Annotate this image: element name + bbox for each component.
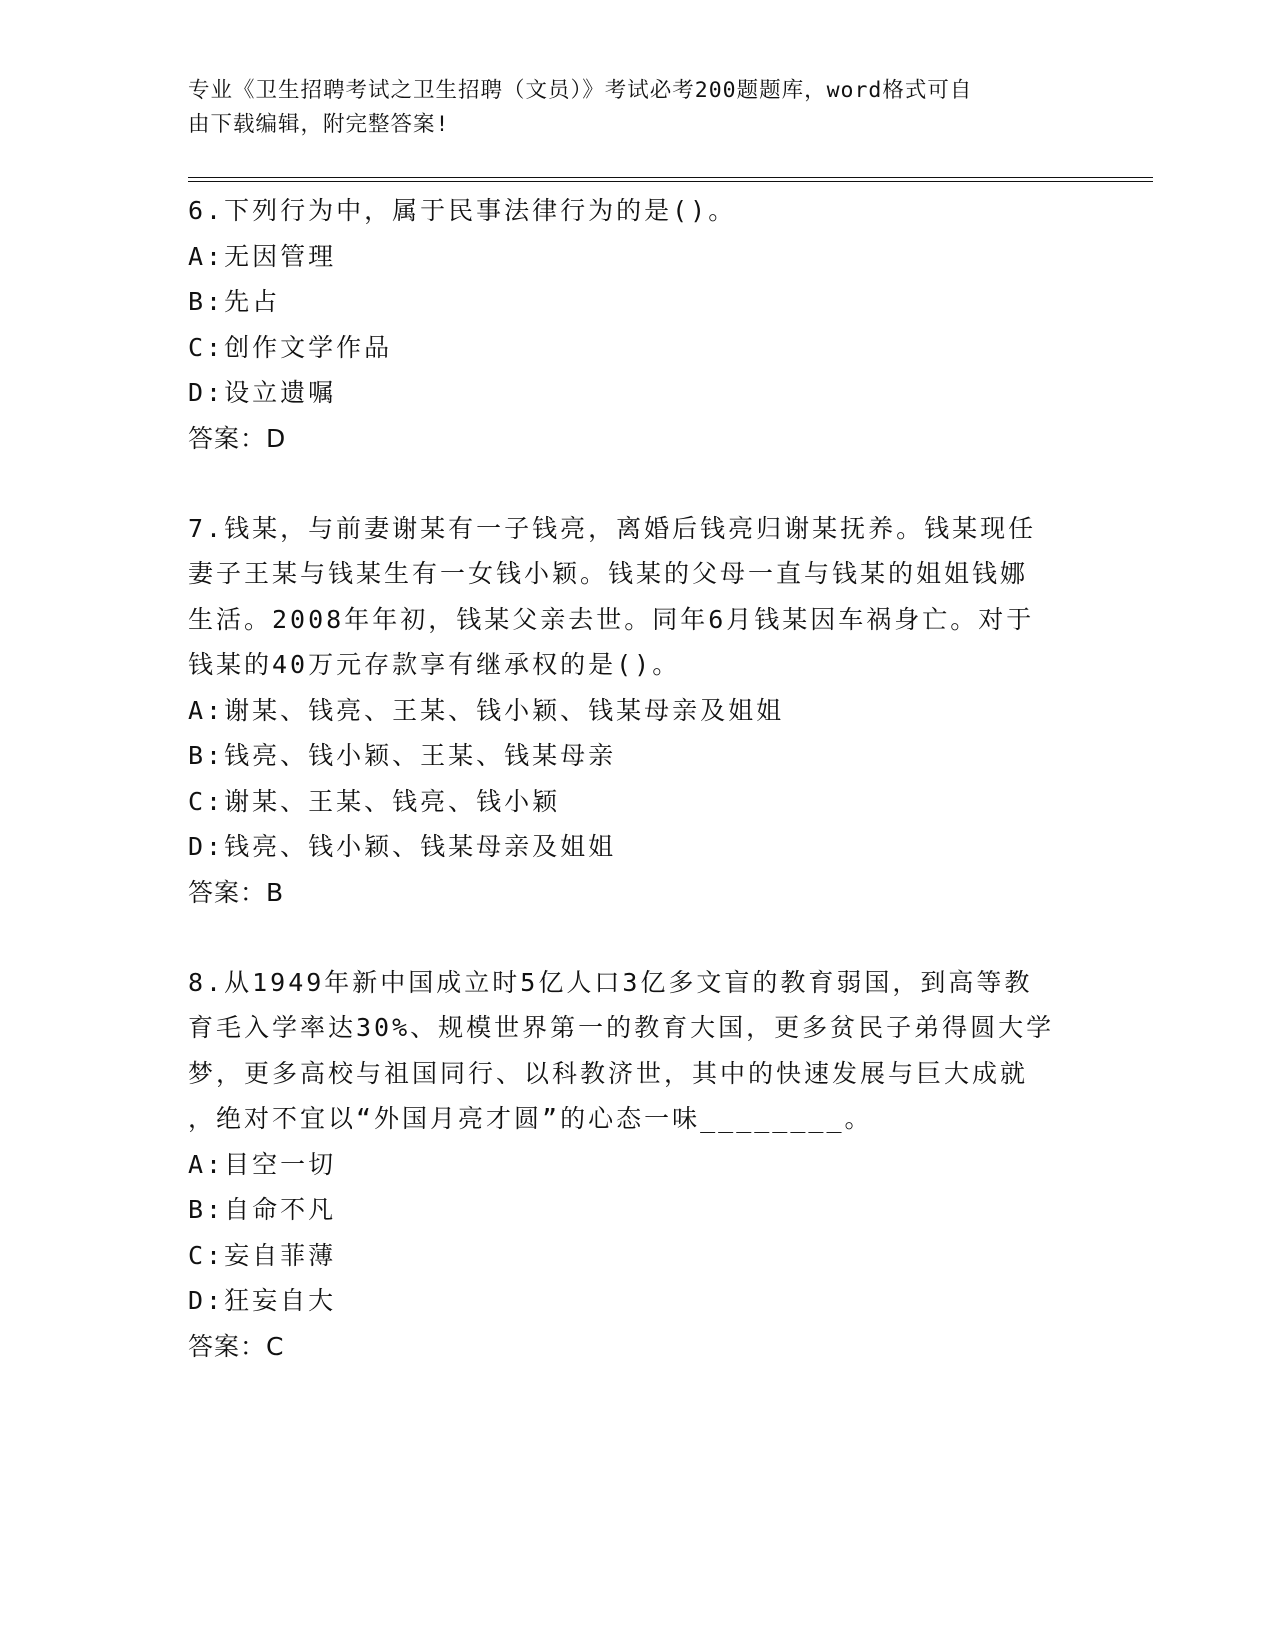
header-divider-top <box>188 177 1153 178</box>
option-key: D: <box>188 832 225 861</box>
question-7 <box>188 506 1088 916</box>
document-header <box>188 74 1068 142</box>
option-text: 妄自菲薄 <box>224 1240 337 1270</box>
option-key: B: <box>188 1195 225 1224</box>
option-text: 目空一切 <box>224 1149 337 1179</box>
option-text: 钱亮、钱小颖、钱某母亲及姐姐 <box>224 832 617 861</box>
option-key: C: <box>188 332 225 362</box>
option-text: 谢某、王某、钱亮、钱小颖 <box>224 786 561 816</box>
question-stem-line: 钱某的40万元存款享有继承权的是()。 <box>188 650 681 679</box>
answer-label: 答案：C <box>188 1331 285 1361</box>
answer-label: 答案：B <box>188 877 285 907</box>
option-b[interactable] <box>188 1187 1088 1233</box>
question-stem-line: 8.从1949年新中国成立时5亿人口3亿多文盲的教育弱国，到高等教 <box>188 967 1033 997</box>
option-key: C: <box>188 786 225 816</box>
option-text: 无因管理 <box>224 241 337 271</box>
option-key: B: <box>188 287 225 316</box>
option-key: A: <box>188 695 225 725</box>
option-text: 狂妄自大 <box>224 1286 337 1315</box>
question-stem-line: 7.钱某，与前妻谢某有一子钱亮，离婚后钱亮归谢某抚养。钱某现任 <box>188 513 1037 543</box>
option-c[interactable] <box>188 325 1088 371</box>
option-d[interactable] <box>188 824 1088 870</box>
option-text: 钱亮、钱小颖、王某、钱某母亲 <box>224 741 617 770</box>
option-key: A: <box>188 1149 225 1179</box>
question-stem-line: 生活。2008年年初，钱某父亲去世。同年6月钱某因车祸身亡。对于 <box>188 604 1035 634</box>
option-a[interactable] <box>188 688 1088 734</box>
question-8 <box>188 960 1088 1370</box>
option-c[interactable] <box>188 779 1088 825</box>
option-text: 设立遗嘱 <box>224 378 337 407</box>
question-stem-line: 6.下列行为中，属于民事法律行为的是()。 <box>188 196 737 225</box>
option-c[interactable] <box>188 1233 1088 1279</box>
question-stem-line: 育毛入学率达30%、规模世界第一的教育大国，更多贫民子弟得圆大学 <box>188 1013 1055 1042</box>
option-a[interactable] <box>188 234 1088 280</box>
option-text: 自命不凡 <box>224 1195 337 1224</box>
header-line-2: 由下载编辑，附完整答案! <box>188 112 450 137</box>
option-text: 创作文学作品 <box>224 332 393 362</box>
option-d[interactable] <box>188 1278 1088 1324</box>
option-key: A: <box>188 241 225 271</box>
header-divider-bottom <box>188 181 1153 182</box>
option-b[interactable] <box>188 279 1088 325</box>
option-b[interactable] <box>188 733 1088 779</box>
option-key: C: <box>188 1240 225 1270</box>
question-stem-line: ，绝对不宜以“外国月亮才圆”的心态一味________。 <box>188 1104 873 1133</box>
option-key: D: <box>188 1286 225 1315</box>
option-d[interactable] <box>188 370 1088 416</box>
question-6 <box>188 188 1088 462</box>
question-stem-line: 梦，更多高校与祖国同行、以科教济世，其中的快速发展与巨大成就 <box>188 1058 1029 1088</box>
option-text: 先占 <box>224 287 281 316</box>
question-list <box>188 188 1088 1414</box>
option-key: B: <box>188 741 225 770</box>
option-a[interactable] <box>188 1142 1088 1188</box>
answer-label: 答案：D <box>188 423 287 453</box>
option-key: D: <box>188 378 225 407</box>
header-line-1: 专业《卫生招聘考试之卫生招聘（文员）》考试必考200题题库，word格式可自 <box>188 78 973 103</box>
option-text: 谢某、钱亮、王某、钱小颖、钱某母亲及姐姐 <box>224 695 785 725</box>
question-stem-line: 妻子王某与钱某生有一女钱小颖。钱某的父母一直与钱某的姐姐钱娜 <box>188 559 1029 588</box>
